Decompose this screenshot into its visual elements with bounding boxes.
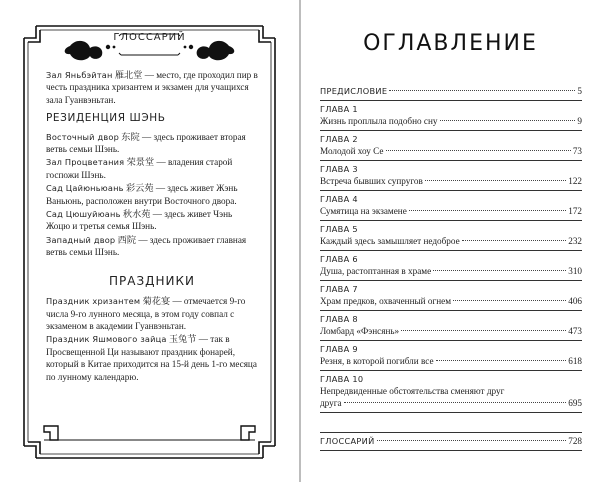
glossary-term: Сад Цайюньюань [46, 183, 124, 194]
right-page-contents [301, 0, 600, 482]
chinese-term: 菊花宴 [142, 296, 171, 307]
glossary-definition: — отмечается 9-го числа 9-го лунного месяца, в этом году совпал с экзаменом в академии Гуанвэньтан. [46, 296, 246, 331]
chinese-term: 东院 [121, 131, 140, 142]
ornamental-frame [22, 24, 277, 460]
toc-chapter-row [320, 205, 582, 217]
toc-divider [320, 130, 582, 131]
toc-chapter-entry[interactable] [320, 133, 582, 157]
toc-chapter-label: ГЛАВА 4 [320, 194, 358, 204]
glossary-term: Праздник Яшмового зайца [46, 334, 167, 345]
glossary-definition: — здесь проживает главная ветвь семьи Шэнь. [46, 234, 247, 258]
glossary-definition: — здесь живет Чэнь Жоцю и третья семья Шэнь. [46, 209, 233, 232]
toc-page-number: 122 [568, 176, 582, 186]
toc-page-number: 232 [568, 236, 582, 246]
toc-chapter-label: ГЛАВА 5 [320, 224, 358, 234]
toc-chapter-label: ГЛАВА 2 [320, 134, 358, 144]
chinese-term: 雁北堂 [114, 70, 143, 80]
toc-chapter-entry[interactable] [320, 373, 582, 409]
leader-dots [462, 240, 567, 241]
leader-dots [453, 300, 566, 301]
toc-page-number: 473 [568, 326, 582, 336]
toc-chapter-entry[interactable] [320, 193, 582, 217]
toc-chapter-title: Молодой хоу Се [320, 146, 384, 156]
toc-chapter-row [320, 115, 582, 127]
glossary-entry [46, 333, 258, 383]
toc-divider [320, 310, 582, 311]
glossary-entry [46, 156, 258, 181]
toc-page-number: 695 [568, 398, 582, 408]
glossary-entry [46, 69, 258, 106]
leader-dots [389, 90, 575, 91]
glossary-entry [46, 182, 258, 207]
toc-page-number: 406 [568, 296, 582, 306]
toc-chapter-entry[interactable] [320, 163, 582, 187]
toc-chapter-entry[interactable] [320, 313, 582, 337]
toc-chapter-label: ГЛАВА 9 [320, 344, 358, 354]
left-page-glossary [0, 0, 299, 482]
toc-chapter-title: Храм предков, охваченный огнем [320, 296, 452, 306]
toc-chapter-title: Непредвиденные обстоятельства сменяют друг [320, 386, 505, 396]
toc-preface[interactable] [320, 85, 582, 97]
toc-divider [320, 100, 582, 101]
toc-chapter-row [320, 235, 582, 247]
toc-divider [320, 340, 582, 341]
glossary-entry [46, 234, 258, 259]
glossary-term: Западный двор [46, 234, 116, 245]
toc-chapter-title: Сумятица на экзамене [320, 206, 407, 216]
toc-title: ОГЛАВЛЕНИЕ [363, 31, 538, 56]
toc-chapter-label: ГЛАВА 1 [320, 104, 358, 114]
toc-chapter-row [320, 355, 582, 367]
leader-dots [433, 270, 566, 271]
chinese-term: 玉兔节 [168, 334, 197, 345]
toc-chapter-label: ГЛАВА 8 [320, 314, 358, 324]
toc-glossary[interactable] [320, 435, 582, 447]
glossary-term: Сад Цюшуйюань [46, 209, 121, 220]
chinese-term: 彩云苑 [125, 183, 154, 194]
glossary-definition: — место, где проходил пир в честь праздника хризантем и экзамен для учащихся зала Гуанвэньтан. [46, 70, 258, 105]
leader-dots [386, 150, 571, 151]
leader-dots [401, 330, 566, 331]
leader-dots [436, 360, 567, 361]
leader-dots [440, 120, 576, 121]
toc-chapter-title: Каждый здесь замышляет недоброе [320, 236, 460, 246]
toc-divider [320, 190, 582, 191]
toc-page-number: 9 [577, 116, 582, 126]
chinese-term: 荣景堂 [126, 157, 155, 168]
glossary-definition: — владения старой госпожи Шэнь. [46, 157, 233, 180]
toc-chapter-title: Ломбард «Фэнсянь» [320, 326, 400, 336]
toc-chapter-row [320, 325, 582, 337]
toc-divider [320, 450, 582, 451]
toc-chapter-label: ГЛАВА 10 [320, 374, 364, 384]
toc-chapter-entry[interactable] [320, 103, 582, 127]
toc-chapter-entry[interactable] [320, 343, 582, 367]
toc-glossary-label: ГЛОССАРИЙ [320, 436, 375, 446]
toc-chapter-row [320, 397, 582, 409]
toc-chapter-entry[interactable] [320, 253, 582, 277]
toc-chapter-label: ГЛАВА 7 [320, 284, 358, 294]
glossary-term: Восточный двор [46, 131, 119, 142]
chinese-term: 西院 [117, 234, 137, 245]
toc-chapter-title: друга [320, 398, 342, 408]
toc-chapter-row [320, 295, 582, 307]
toc-divider [320, 250, 582, 251]
toc-divider [320, 412, 582, 413]
toc-divider [320, 432, 582, 433]
glossary-entry [46, 295, 258, 332]
section-title-shen-residence: РЕЗИДЕНЦИЯ ШЭНЬ [46, 112, 166, 125]
toc-page-number: 728 [568, 436, 582, 446]
glossary-entry [46, 131, 258, 156]
toc-chapter-title: Душа, растоптанная в храме [320, 266, 432, 276]
glossary-body [46, 69, 258, 384]
toc-divider [320, 280, 582, 281]
toc-chapter-entry[interactable] [320, 223, 582, 247]
toc-page-number: 5 [577, 86, 582, 96]
glossary-definition: — так в Просвещенной Ци называют праздник фонарей, который в Китае приходится на 15-й день 1-го месяца по лунному календарю. [46, 334, 257, 382]
glossary-term: Зал Процветания [46, 157, 125, 168]
toc-chapter-row [320, 265, 582, 277]
chinese-term: 秋水苑 [122, 209, 151, 220]
toc-divider [320, 160, 582, 161]
toc-divider [320, 370, 582, 371]
toc-preface-label: ПРЕДИСЛОВИЕ [320, 86, 388, 96]
toc-spacer [320, 415, 582, 429]
toc-chapter-title: Встреча бывших супругов [320, 176, 423, 186]
toc-page-number: 172 [568, 206, 582, 216]
toc-page-number: 310 [568, 266, 582, 276]
leader-dots [409, 210, 566, 211]
toc-divider [320, 220, 582, 221]
section-title-holidays: ПРАЗДНИКИ [108, 273, 196, 288]
glossary-term: Зал Яньбэйтан [46, 70, 113, 80]
toc-chapter-title: Резня, в которой погибли все [320, 356, 434, 366]
glossary-term: Праздник хризантем [46, 296, 141, 307]
toc-chapter-label: ГЛАВА 6 [320, 254, 358, 264]
toc-chapter-title: Жизнь проплыла подобно сну [320, 116, 438, 126]
toc-chapter-row [320, 145, 582, 157]
toc-chapter-entry[interactable] [320, 283, 582, 307]
toc-chapter-list [320, 103, 582, 413]
glossary-definition: — здесь живет Жэнь Ваньюнь, расположен внутри Восточного двора. [46, 183, 238, 206]
toc-page-number: 618 [568, 356, 582, 366]
leader-dots [344, 402, 567, 403]
glossary-entry [46, 208, 258, 233]
leader-dots [377, 440, 567, 441]
toc-page-number: 73 [572, 146, 582, 156]
table-of-contents [320, 85, 582, 453]
leader-dots [425, 180, 566, 181]
toc-chapter-row [320, 175, 582, 187]
glossary-definition: — здесь проживает вторая ветвь семьи Шэнь. [46, 131, 246, 155]
glossary-header: ГЛОССАРИЙ [113, 32, 186, 43]
toc-chapter-label: ГЛАВА 3 [320, 164, 358, 174]
